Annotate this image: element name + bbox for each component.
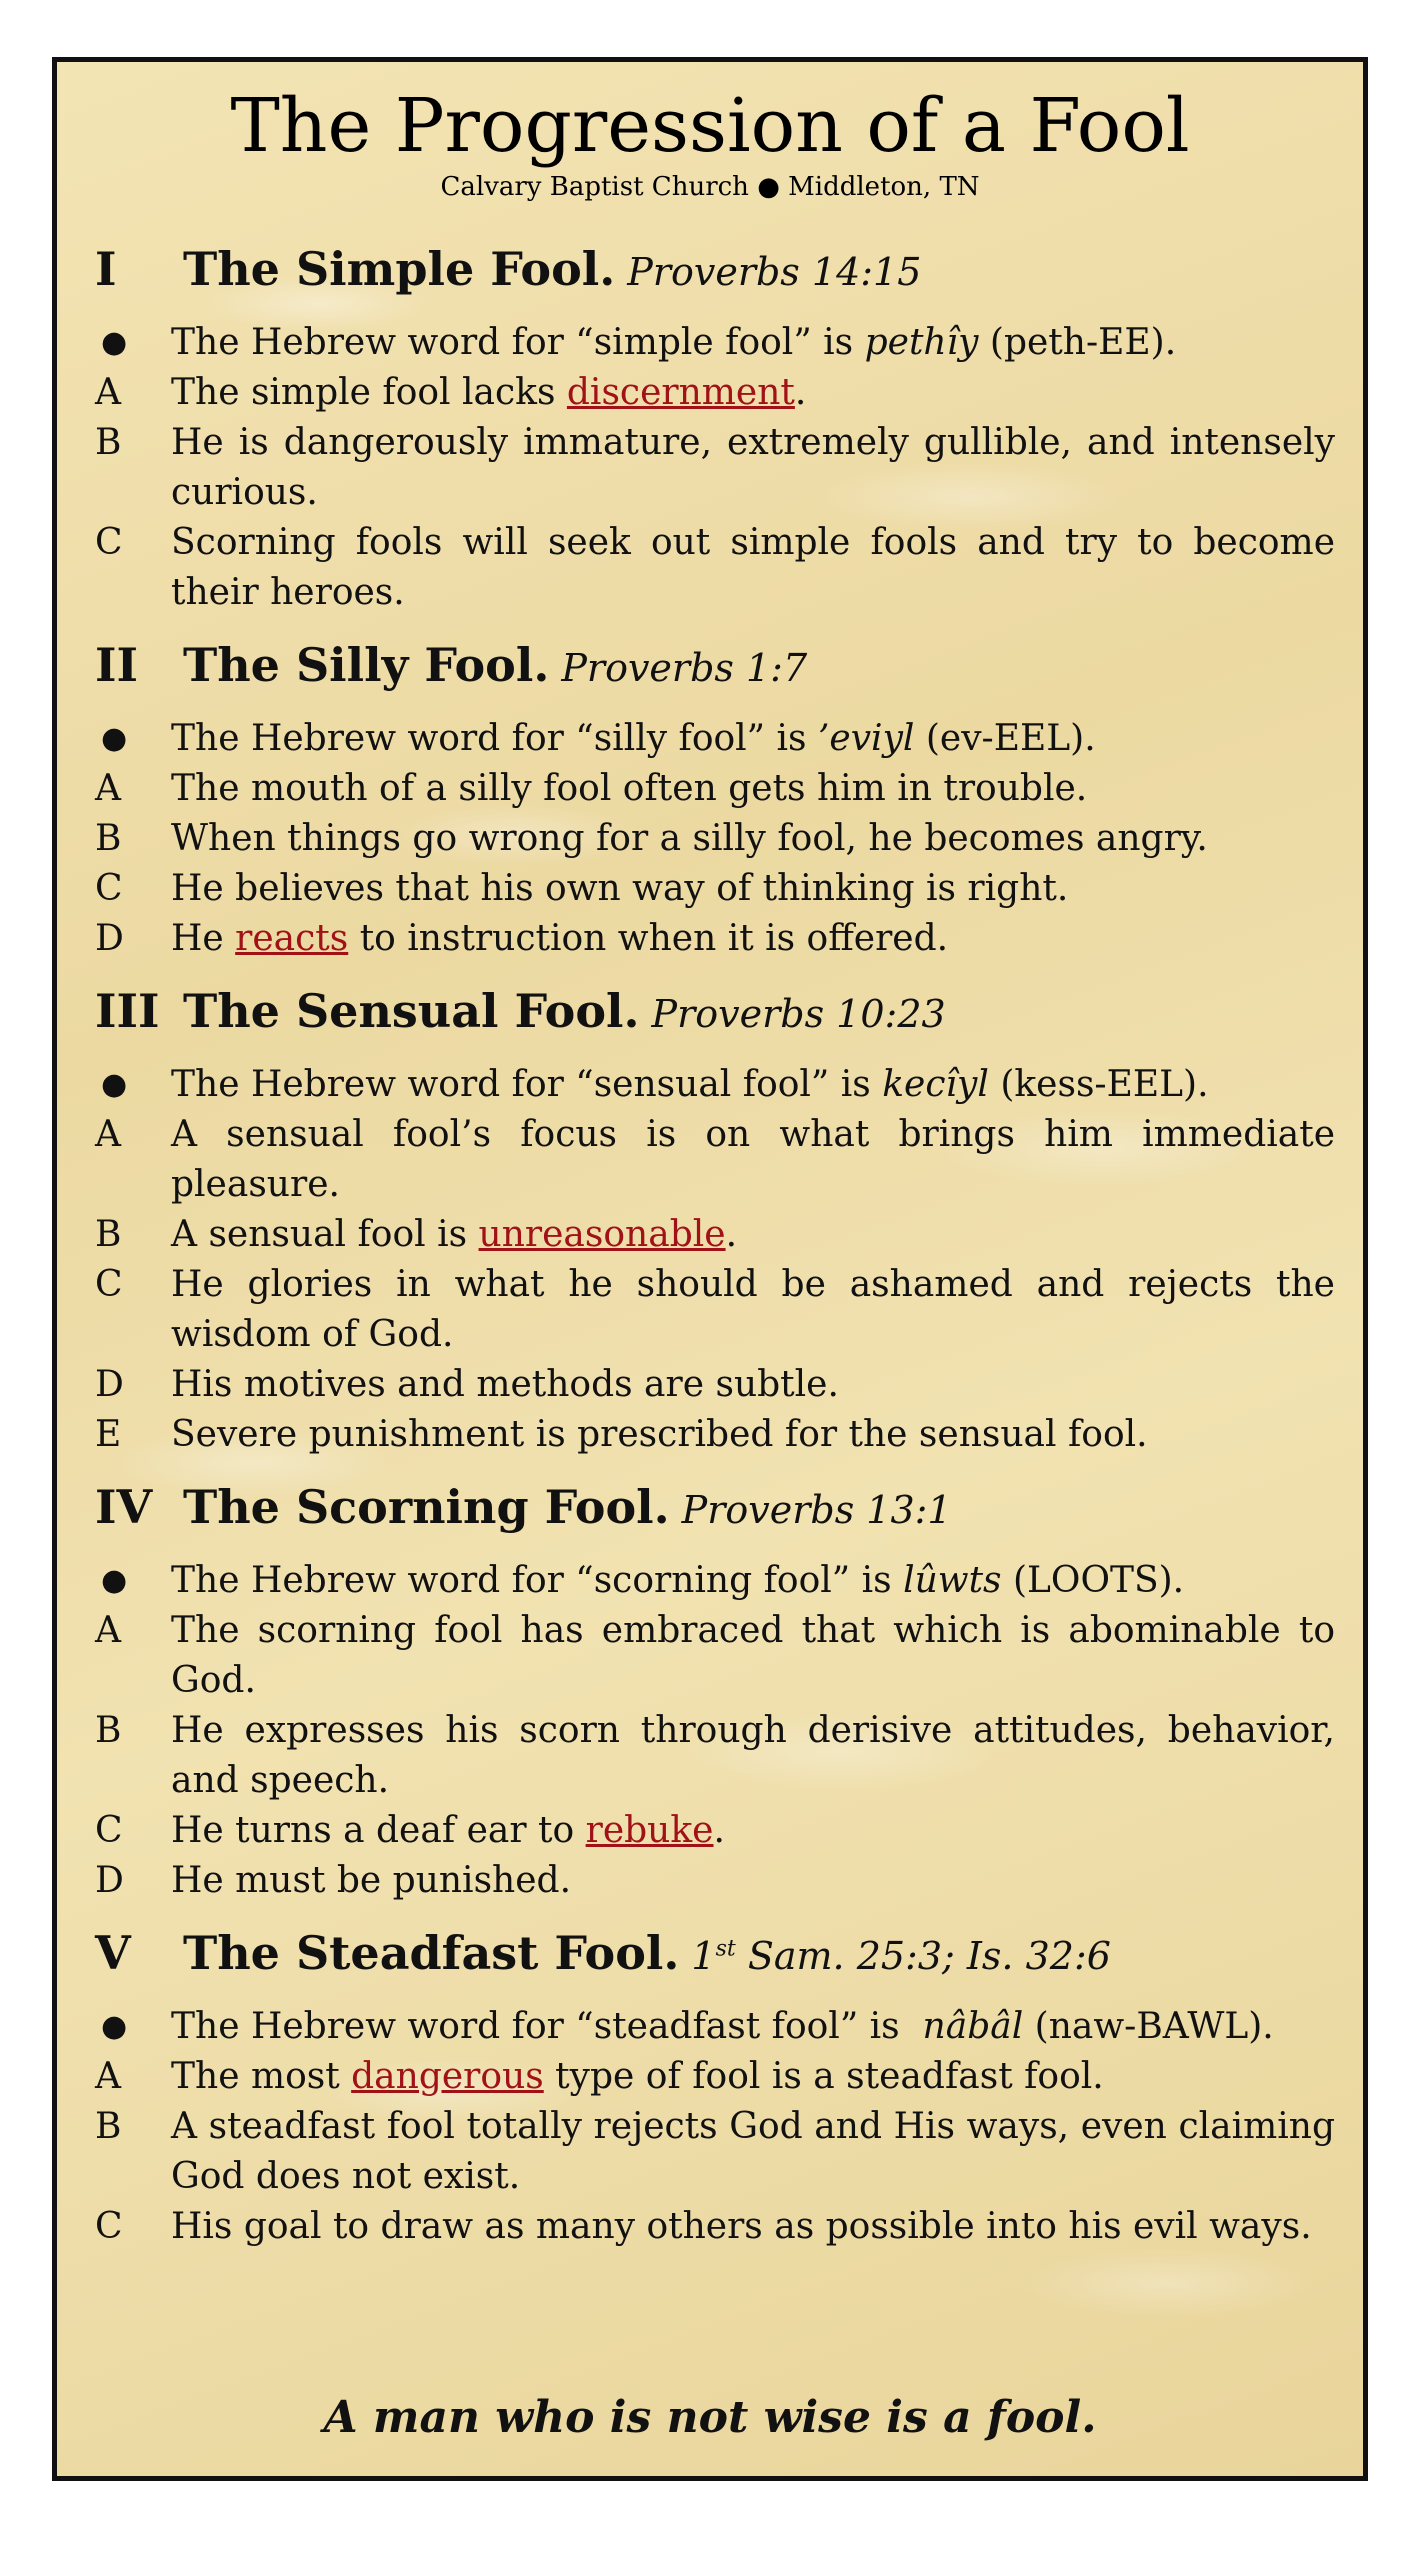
bullet-marker: ● [101,721,128,756]
hebrew-word-bullet [95,2002,1335,2052]
section-heading [95,1926,1335,2002]
item-text-end: . [794,372,807,413]
section-title: The Silly Fool. [183,638,550,692]
closing-statement: A man who is not wise is a fool. [323,2392,1097,2443]
section-title: The Scorning Fool. [183,1480,670,1534]
item-text: He is dangerously immature, extremely gullible, and intensely curious. [171,422,1335,513]
item-marker: C [95,522,123,563]
item-text: He must be punished. [171,1860,572,1901]
scripture-reference: Proverbs 13:1 [681,1488,952,1532]
list-item [95,2052,1335,2102]
hebrew-word: nâbâl [922,2006,1024,2047]
ref-ordinal-suffix: st [715,1936,736,1962]
scripture-reference [691,1934,1111,1978]
bullet-text: The Hebrew word for “sensual fool” is [171,1064,883,1105]
highlighted-keyword: unreasonable [478,1214,726,1255]
item-text: He glories in what he should be ashamed and rejects the wisdom of God. [171,1264,1335,1355]
bullet-marker: ● [101,1563,128,1598]
list-item [95,1110,1335,1210]
bullet-text: The Hebrew word for “simple fool” is [171,322,865,363]
list-item [95,1260,1335,1360]
item-text: Severe punishment is prescribed for the sensual fool. [171,1414,1148,1455]
highlighted-keyword: rebuke [585,1810,714,1851]
item-marker: B [95,818,122,859]
section-numeral: IV [95,1480,153,1534]
section-title: The Simple Fool. [183,242,616,296]
item-marker: D [95,1860,124,1901]
item-text: The most [171,2056,352,2097]
item-text: The simple fool lacks [171,372,567,413]
item-marker: A [95,2056,121,2097]
item-marker: A [95,768,121,809]
hebrew-word: lûwts [903,1560,1002,1601]
item-text-end: type of fool is a steadfast fool. [543,2056,1104,2097]
highlighted-keyword: dangerous [351,2056,544,2097]
item-marker: B [95,2106,122,2147]
bullet-text: The Hebrew word for “scorning fool” is [171,1560,904,1601]
highlighted-keyword: discernment [566,372,795,413]
item-marker: A [95,372,121,413]
section-silly-fool [95,638,1335,964]
bullet-text: The Hebrew word for “silly fool” is [171,718,818,759]
item-text: His motives and methods are subtle. [171,1364,839,1405]
item-text: His goal to draw as many others as possible into his evil ways. [171,2206,1312,2247]
item-text: Scorning fools will seek out simple fools and try to become their heroes. [171,522,1335,613]
section-scorning-fool [95,1480,1335,1906]
list-item [95,2202,1335,2252]
section-heading [95,1480,1335,1556]
scripture-reference: Proverbs 1:7 [561,646,808,690]
item-text: A steadfast fool totally rejects God and His ways, even claiming God does not exist. [171,2106,1335,2197]
item-marker: A [95,1114,121,1155]
item-marker: D [95,918,124,959]
church-subtitle: Calvary Baptist Church ● Middleton, TN [440,172,980,202]
hebrew-word: pethîy [864,322,979,363]
section-sensual-fool [95,984,1335,1460]
item-text: He [171,918,236,959]
item-text-end: to instruction when it is offered. [348,918,949,959]
item-text: A sensual fool is [171,1214,479,1255]
section-numeral: III [95,984,160,1038]
item-marker: B [95,1214,122,1255]
list-item [95,1210,1335,1260]
section-heading [95,984,1335,1060]
item-marker: A [95,1610,121,1651]
section-simple-fool [95,242,1335,618]
item-text-end: . [725,1214,738,1255]
item-text: He believes that his own way of thinking is right. [171,868,1069,909]
hebrew-word-bullet [95,1556,1335,1606]
list-item [95,1606,1335,1706]
pronunciation: (peth-EE). [978,322,1177,363]
list-item [95,518,1335,618]
item-text: When things go wrong for a silly fool, he becomes angry. [171,818,1208,859]
list-item [95,1706,1335,1806]
bullet-text: The Hebrew word for “steadfast fool” is [171,2006,923,2047]
item-marker: C [95,1810,123,1851]
bullet-marker: ● [101,2009,128,2044]
highlighted-keyword: reacts [235,918,349,959]
hebrew-word: ’eviyl [817,718,915,759]
item-text: He expresses his scorn through derisive attitudes, behavior, and speech. [171,1710,1335,1801]
pronunciation: (LOOTS). [1001,1560,1185,1601]
list-item [95,2102,1335,2202]
item-marker: B [95,1710,122,1751]
section-title: The Steadfast Fool. [183,1926,680,1980]
list-item [95,1806,1335,1856]
item-text: He turns a deaf ear to [171,1810,586,1851]
hebrew-word-bullet [95,318,1335,368]
section-numeral: V [95,1926,131,1980]
section-heading [95,638,1335,714]
section-title: The Sensual Fool. [183,984,640,1038]
item-marker: B [95,422,122,463]
hebrew-word: kecîyl [882,1064,989,1105]
pronunciation: (ev-EEL). [914,718,1096,759]
pronunciation: (kess-EEL). [988,1064,1209,1105]
section-steadfast-fool [95,1926,1335,2252]
list-item [95,418,1335,518]
outline-content [95,242,1335,2272]
scripture-reference: Proverbs 10:23 [651,992,946,1036]
list-item [95,368,1335,418]
list-item [95,914,1335,964]
list-item [95,814,1335,864]
item-text: A sensual fool’s focus is on what brings him immediate pleasure. [171,1114,1335,1205]
item-marker: C [95,868,123,909]
bullet-marker: ● [101,1067,128,1102]
item-marker: E [95,1414,122,1455]
ref-text: Sam. 25:3; Is. 32:6 [735,1934,1111,1978]
page-title: The Progression of a Fool [230,83,1190,169]
hebrew-word-bullet [95,1060,1335,1110]
pronunciation: (naw-BAWL). [1023,2006,1274,2047]
list-item [95,1360,1335,1410]
bullet-marker: ● [101,325,128,360]
item-text: The mouth of a silly fool often gets him in trouble. [171,768,1088,809]
section-numeral: II [95,638,139,692]
list-item [95,1410,1335,1460]
list-item [95,764,1335,814]
item-text: The scorning fool has embraced that which is abominable to God. [171,1610,1335,1701]
list-item [95,1856,1335,1906]
section-numeral: I [95,242,117,296]
scripture-reference: Proverbs 14:15 [627,250,922,294]
list-item [95,864,1335,914]
ref-book-number: 1 [691,1934,716,1978]
outline-card [52,57,1368,2481]
item-text-end: . [713,1810,725,1851]
hebrew-word-bullet [95,714,1335,764]
item-marker: C [95,1264,123,1305]
item-marker: C [95,2206,123,2247]
item-marker: D [95,1364,124,1405]
section-heading [95,242,1335,318]
